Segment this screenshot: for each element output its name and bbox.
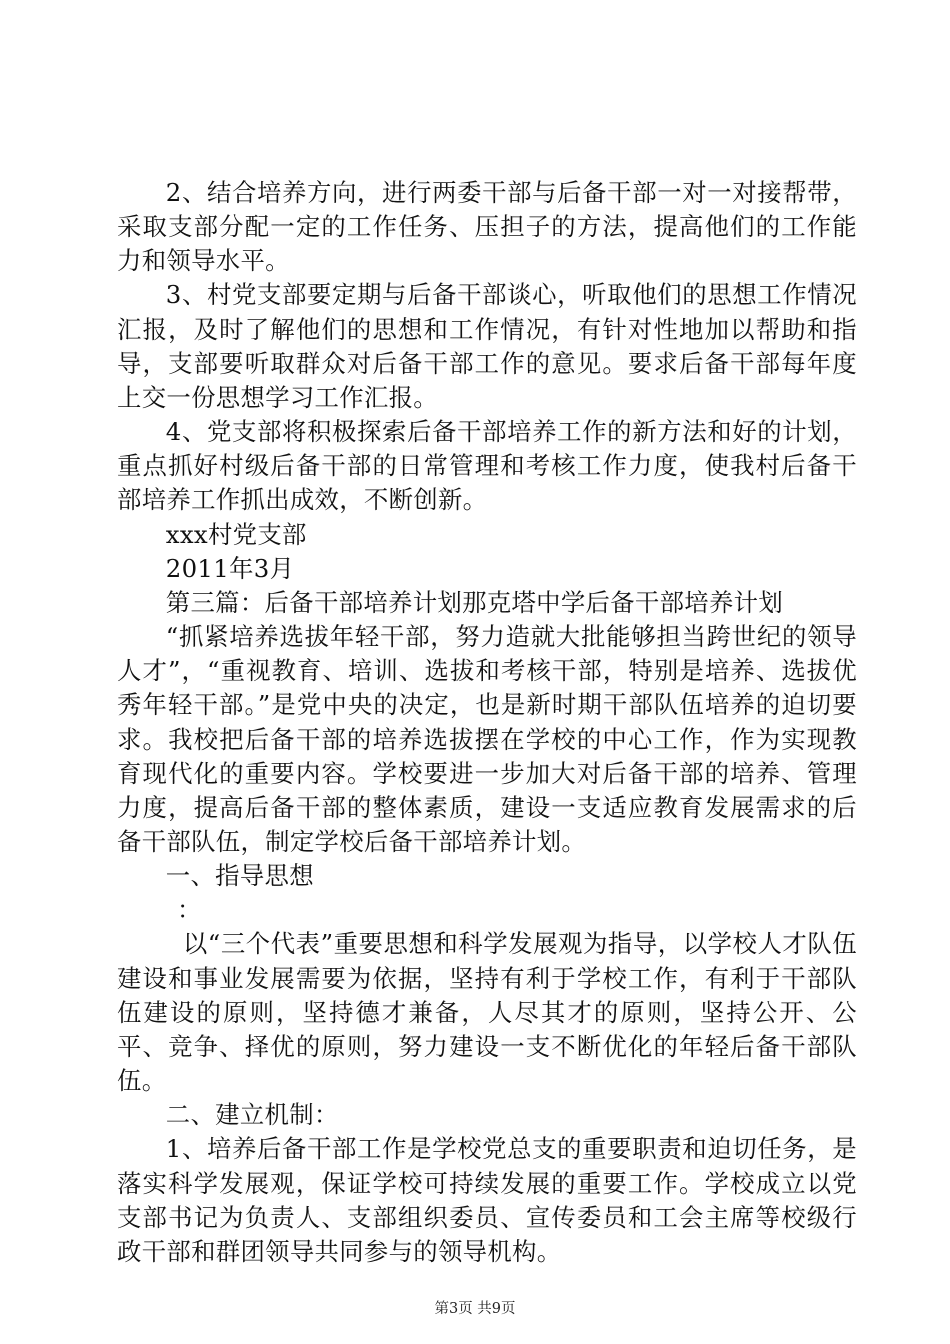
intro-paragraph: “抓紧培养选拔年轻干部，努力造就大批能够担当跨世纪的领导人才”，“重视教育、培训、选拔和考核干部，特别是培养、选拔优秀年轻干部。”是党中央的决定，也是新时期干部队伍培养的迫切要求。我校把后备干部的培养选拔摆在学校的中心工作，作为实现教育现代化的重要内容。学校要进一步加大对后备干部的培养、管理力度，提高后备干部的整体素质，建设一支适应教育发展需求的后备干部队伍，制定学校后备干部培养计划。 <box>117 622 857 856</box>
mechanism-item-1: 1、培养后备干部工作是学校党总支的重要职责和迫切任务，是落实科学发展观，保证学校可持续发展的重要工作。学校成立以党支部书记为负责人、支部组织委员、宣传委员和工会主席等校级行政干部和群团领导共同参与的领导机构。 <box>117 1134 857 1266</box>
guiding-ideology-paragraph: 以“三个代表”重要思想和科学发展观为指导，以学校人才队伍建设和事业发展需要为依据，坚持有利于学校工作，有利于干部队伍建设的原则，坚持德才兼备，人尽其才的原则，坚持公开、公平、竞争、择优的原则，努力建设一支不断优化的年轻后备干部队伍。 <box>117 929 857 1096</box>
signature-date: 2011年3月 <box>165 553 295 583</box>
paragraph-item-4: 4、党支部将积极探索后备干部培养工作的新方法和好的计划，重点抓好村级后备干部的日常管理和考核工作力度，使我村后备干部培养工作抓出成效，不断创新。 <box>117 417 857 515</box>
paragraph-item-3: 3、村党支部要定期与后备干部谈心，听取他们的思想工作情况汇报，及时了解他们的思想和工作情况，有针对性地加以帮助和指导，支部要听取群众对后备干部工作的意见。要求后备干部每年度上交一份思想学习工作汇报。 <box>117 280 857 412</box>
document-body <box>117 176 857 1269</box>
heading-guiding-ideology: 一、指导思想 <box>165 861 314 891</box>
page-footer <box>0 1300 950 1318</box>
paragraph-item-2: 2、结合培养方向，进行两委干部与后备干部一对一对接帮带，采取支部分配一定的工作任务、压担子的方法，提高他们的工作能力和领导水平。 <box>117 178 857 276</box>
stray-colon: ： <box>177 895 202 925</box>
signature-org: xxx村党支部 <box>165 519 307 549</box>
page-number: 第3页 共9页 <box>434 1301 516 1317</box>
section-title: 第三篇：后备干部培养计划那克塔中学后备干部培养计划 <box>165 587 784 617</box>
heading-mechanism: 二、建立机制： <box>165 1100 339 1130</box>
